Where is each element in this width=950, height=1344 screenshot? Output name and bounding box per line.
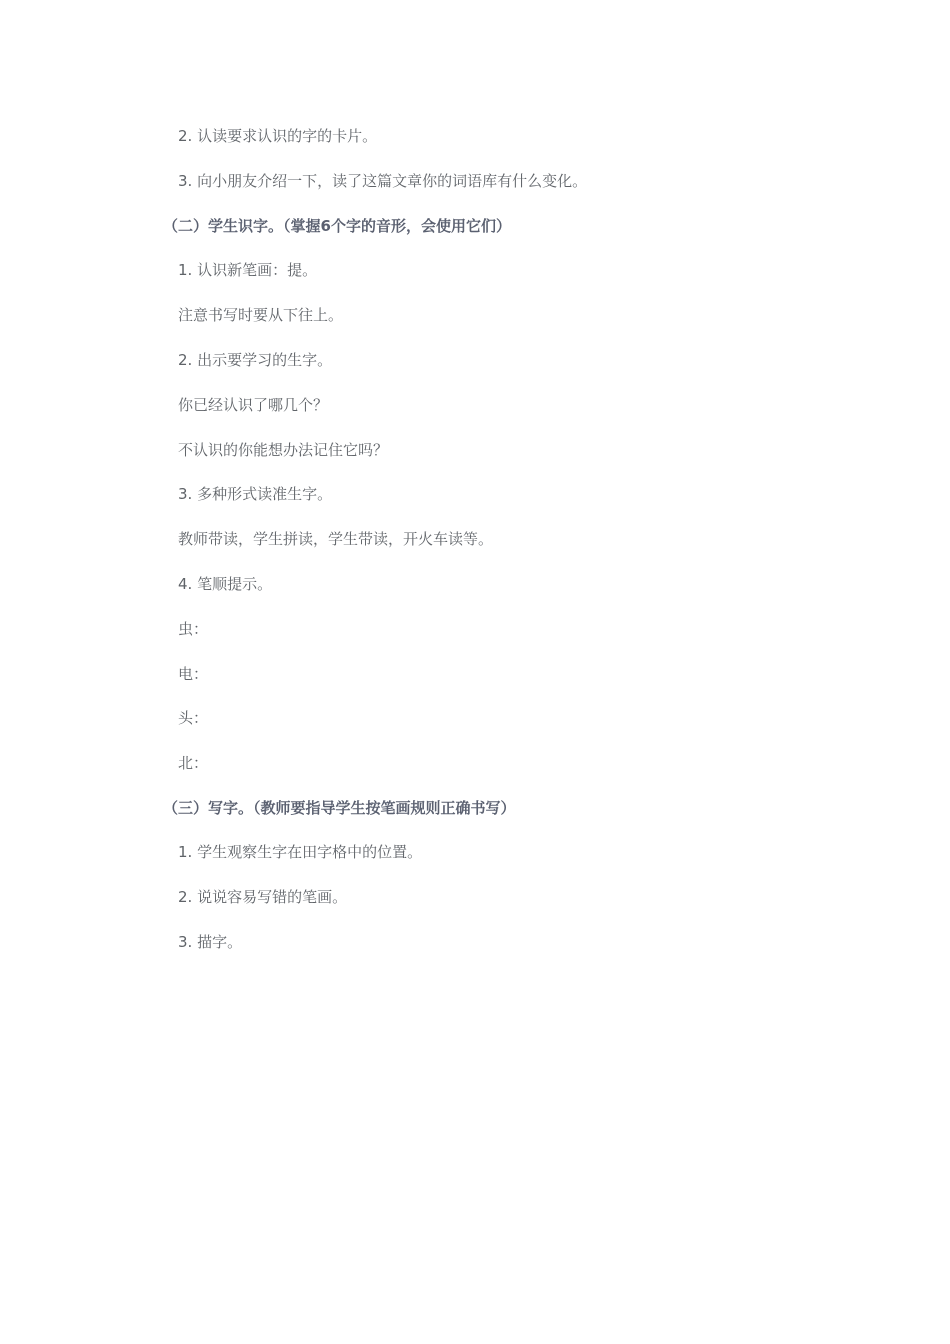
item-number: 2. [178,127,193,145]
item-text: 笔顺提示。 [197,575,273,593]
list-item [178,126,377,146]
item-text: 多种形式读准生字。 [197,485,333,503]
item-number: 3. [178,172,193,190]
stroke-order-entry: 虫： [178,620,209,638]
item-number: 4. [178,575,193,593]
item-number: 1. [178,261,193,279]
section-heading: （二）学生识字。（掌握6个字的音形，会使用它们） [163,217,511,235]
item-number: 2. [178,351,193,369]
item-text: 认识新笔画：提。 [197,261,318,279]
item-number: 3. [178,485,193,503]
list-item [178,932,242,952]
paragraph: 你已经认识了哪几个？ [178,396,329,414]
item-number: 3. [178,933,193,951]
list-item [178,574,272,594]
stroke-order-entry: 头： [178,709,209,727]
stroke-order-entry: 北： [178,754,209,772]
list-item [178,842,422,862]
list-item [178,171,587,191]
list-item [178,887,347,907]
paragraph: 不认识的你能想办法记住它吗？ [178,441,389,459]
list-item [178,484,332,504]
paragraph: 教师带读，学生拼读，学生带读，开火车读等。 [178,530,494,548]
item-number: 1. [178,843,193,861]
list-item [178,260,317,280]
paragraph: 注意书写时要从下往上。 [178,306,344,324]
item-text: 出示要学习的生字。 [197,351,333,369]
item-text: 学生观察生字在田字格中的位置。 [197,843,423,861]
section-heading: （三）写字。（教师要指导学生按笔画规则正确书写） [163,799,516,817]
item-number: 2. [178,888,193,906]
item-text: 向小朋友介绍一下，读了这篇文章你的词语库有什么变化。 [197,172,588,190]
item-text: 说说容易写错的笔画。 [197,888,348,906]
item-text: 描字。 [197,933,243,951]
list-item [178,350,332,370]
item-text: 认读要求认识的字的卡片。 [197,127,378,145]
stroke-order-entry: 电： [178,665,209,683]
